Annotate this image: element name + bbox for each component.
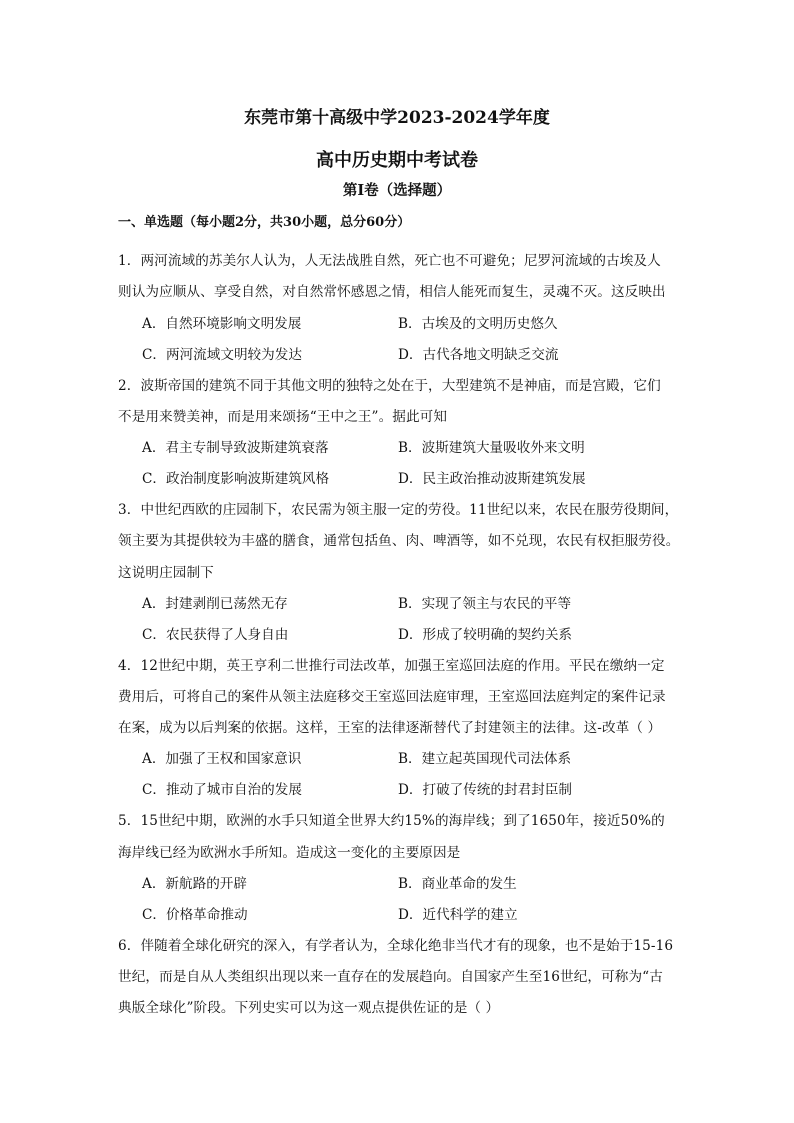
- question-3-option-a: A．封建剥削已荡然无存: [142, 596, 288, 612]
- question-3-option-d: D．形成了较明确的契约关系: [398, 627, 573, 643]
- question-3-option-c: C．农民获得了人身自由: [142, 627, 289, 643]
- question-5-line-1: 5．15世纪中期，欧洲的水手只知道全世界大约15%的海岸线；到了1650年，接近50%的: [118, 813, 665, 829]
- question-4-line-1: 4．12世纪中期，英王亨利二世推行司法改革，加强王室巡回法庭的作用。平民在缴纳一定: [118, 658, 665, 674]
- question-3-option-b: B．实现了领主与农民的平等: [398, 596, 572, 612]
- question-3-line-1: 3．中世纪西欧的庄园制下，农民需为领主服一定的劳役。11世纪以来，农民在服劳役期间，: [118, 502, 679, 518]
- question-1-option-c: C．两河流域文明较为发达: [142, 347, 302, 363]
- question-2-option-c: C．政治制度影响波斯建筑风格: [142, 471, 330, 487]
- question-6-line-3: 典版全球化”阶段。下列史实可以为这一观点提供佐证的是（ ）: [118, 1000, 500, 1016]
- question-1-option-d: D．古代各地文明缺乏交流: [398, 347, 559, 363]
- question-4-option-a: A．加强了王权和国家意识: [142, 751, 302, 767]
- question-5-option-b: B．商业革命的发生: [398, 876, 517, 892]
- question-1-option-b: B．古埃及的文明历史悠久: [398, 316, 558, 332]
- section-heading: 一、单选题（每小题2分，共30小题，总分60分）: [118, 215, 411, 230]
- question-2-option-a: A．君主专制导致波斯建筑衰落: [142, 440, 329, 456]
- question-5-option-d: D．近代科学的建立: [398, 907, 518, 923]
- question-4-line-3: 在案，成为以后判案的依据。这样，王室的法律逐渐替代了封建领主的法律。这-改革（ ）: [118, 720, 662, 736]
- question-6-line-2: 世纪，而是自从人类组织出现以来一直存在的发展趋向。自国家产生至16世纪，可称为“古: [118, 969, 663, 985]
- question-6-line-1: 6．伴随着全球化研究的深入，有学者认为，全球化绝非当代才有的现象，也不是始于15-16: [118, 938, 674, 954]
- exam-title: 高中历史期中考试卷: [316, 150, 478, 171]
- question-5-option-a: A．新航路的开辟: [142, 876, 247, 892]
- question-5-option-c: C．价格革命推动: [142, 907, 248, 923]
- question-1-line-2: 则认为应顺从、享受自然，对自然常怀感恩之情，相信人能死而复生，灵魂不灭。这反映出: [118, 284, 666, 300]
- question-1-option-a: A．自然环境影响文明发展: [142, 316, 302, 332]
- volume-title: 第Ⅰ卷（选择题）: [342, 182, 452, 199]
- question-2-option-b: B．波斯建筑大量吸收外来文明: [398, 440, 585, 456]
- question-1-line-1: 1．两河流域的苏美尔人认为，人无法战胜自然，死亡也不可避免；尼罗河流域的古埃及人: [118, 253, 661, 269]
- question-4-option-d: D．打破了传统的封君封臣制: [398, 782, 573, 798]
- question-2-line-2: 不是用来赞美神，而是用来颂扬“王中之王”。据此可知: [118, 409, 448, 425]
- question-2-line-1: 2．波斯帝国的建筑不同于其他文明的独特之处在于，大型建筑不是神庙，而是宫殿，它们: [118, 378, 661, 394]
- question-4-option-c: C．推动了城市自治的发展: [142, 782, 302, 798]
- question-4-option-b: B．建立起英国现代司法体系: [398, 751, 572, 767]
- question-4-line-2: 费用后，可将自己的案件从领主法庭移交王室巡回法庭审理，王室巡回法庭判定的案件记录: [118, 689, 666, 705]
- school-title: 东莞市第十高级中学2023-2024学年度: [244, 108, 550, 128]
- question-3-line-2: 领主要为其提供较为丰盛的膳食，通常包括鱼、肉、啤酒等，如不兑现，农民有权拒服劳役。: [118, 533, 680, 549]
- question-5-line-2: 海岸线已经为欧洲水手所知。造成这一变化的主要原因是: [118, 845, 461, 861]
- question-3-line-3: 这说明庄园制下: [118, 565, 214, 581]
- question-2-option-d: D．民主政治推动波斯建筑发展: [398, 471, 586, 487]
